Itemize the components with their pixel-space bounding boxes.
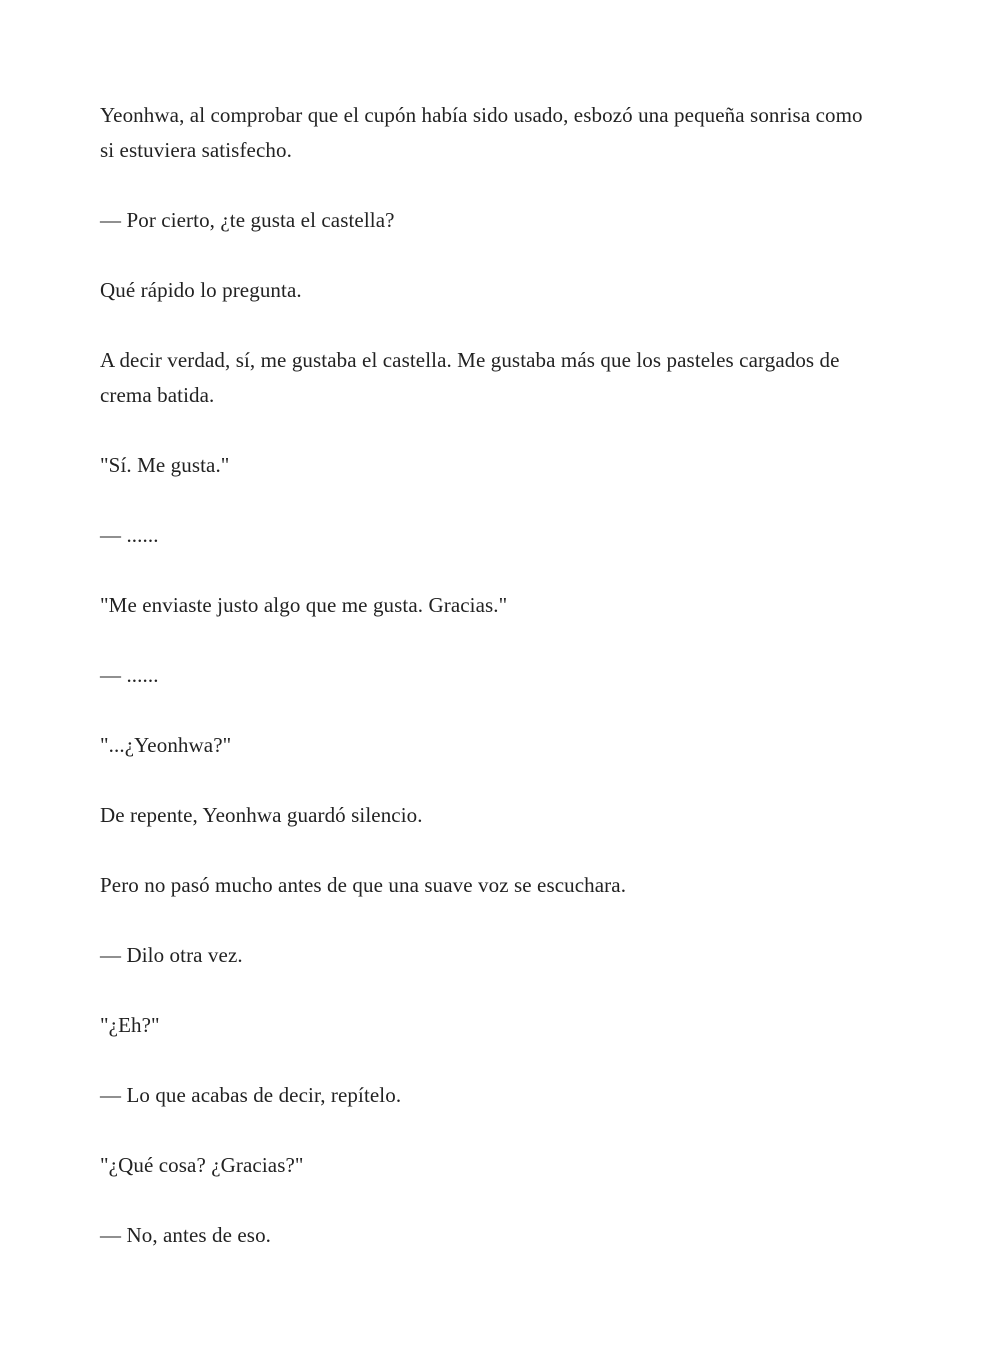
paragraph: "¿Eh?" xyxy=(100,1013,160,1037)
paragraph: — Lo que acabas de decir, repítelo. xyxy=(100,1083,402,1107)
paragraph: "Sí. Me gusta." xyxy=(100,453,230,477)
paragraph: "Me enviaste justo algo que me gusta. Gracias." xyxy=(100,593,508,617)
paragraph: — No, antes de eso. xyxy=(100,1223,272,1247)
paragraph: Qué rápido lo pregunta. xyxy=(100,278,302,302)
paragraph: "¿Qué cosa? ¿Gracias?" xyxy=(100,1153,304,1177)
paragraph: Pero no pasó mucho antes de que una suave voz se escuchara. xyxy=(100,873,627,897)
paragraph: "...¿Yeonhwa?" xyxy=(100,733,232,757)
document-body xyxy=(100,98,880,1288)
paragraph: Yeonhwa, al comprobar que el cupón había sido usado, esbozó una pequeña sonrisa como si estuviera satisfecho. xyxy=(100,103,863,162)
paragraph: — ...... xyxy=(100,523,159,547)
paragraph: — Dilo otra vez. xyxy=(100,943,243,967)
paragraph: De repente, Yeonhwa guardó silencio. xyxy=(100,803,423,827)
paragraph: — Por cierto, ¿te gusta el castella? xyxy=(100,208,395,232)
paragraph: A decir verdad, sí, me gustaba el castella. Me gustaba más que los pasteles cargados de crema batida. xyxy=(100,348,840,407)
paragraph: — ...... xyxy=(100,663,159,687)
